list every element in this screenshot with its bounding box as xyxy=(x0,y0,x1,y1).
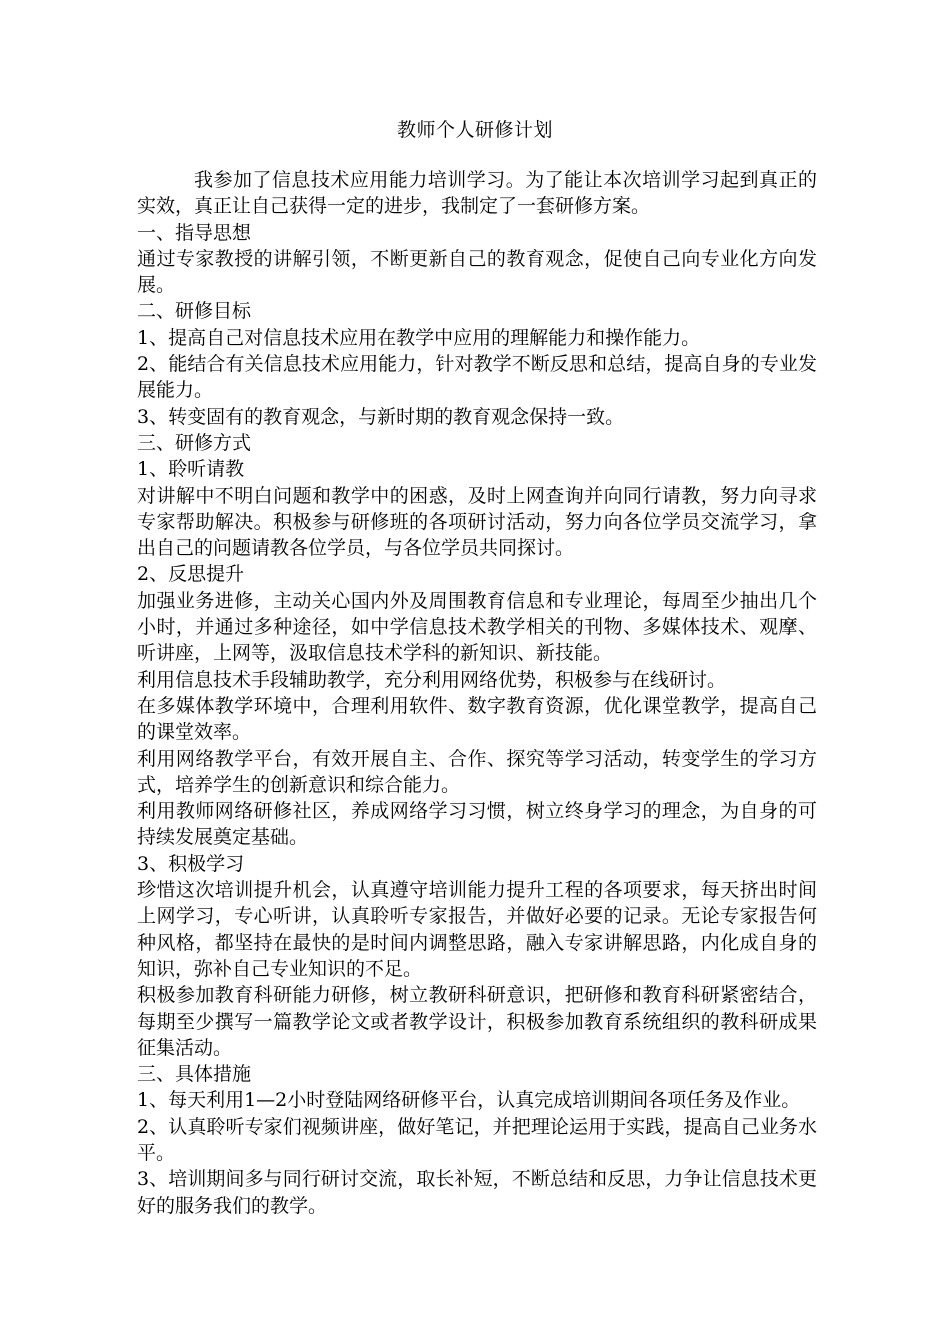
paragraph-18: 珍惜这次培训提升机会，认真遵守培训能力提升工程的各项要求，每天挤出时间上网学习，专心听讲，认真聆听专家报告，并做好必要的记录。无论专家报告何种风格，都坚持在最快的是时间内调整思路，融入专家讲解思路，内化成自身的知识，弥补自己专业知识的不足。 xyxy=(137,879,817,980)
paragraph-3: 通过专家教授的讲解引领，不断更新自己的教育观念，促使自己向专业化方向发展。 xyxy=(137,247,817,297)
paragraph-20: 三、具体措施 xyxy=(137,1063,252,1086)
paragraph-11: 2、反思提升 xyxy=(137,563,245,586)
paragraph-22: 2、认真聆听专家们视频讲座，做好笔记，并把理论运用于实践，提高自己业务水平。 xyxy=(137,1115,817,1164)
paragraph-12: 加强业务进修，主动关心国内外及周围教育信息和专业理论，每周至少抽出几个小时，并通过多种途径，如中学信息技术教学相关的刊物、多媒体技术、观摩、听讲座，上网等，汲取信息技术学科的新知识、新技能。 xyxy=(137,589,817,665)
paragraph-9: 1、聆听请教 xyxy=(137,458,245,481)
paragraph-10: 对讲解中不明白问题和教学中的困惑，及时上网查询并向同行请教，努力向寻求专家帮助解决。积极参与研修班的各项研讨活动，努力向各位学员交流学习，拿出自己的问题请教各位学员，与各位学员共同探讨。 xyxy=(137,484,817,560)
paragraph-5: 1、提高自己对信息技术应用在教学中应用的理解能力和操作能力。 xyxy=(137,326,701,349)
paragraph-21: 1、每天利用1—2小时登陆网络研修平台，认真完成培训期间各项任务及作业。 xyxy=(137,1089,801,1112)
paragraph-1: 我参加了信息技术应用能力培训学习。为了能让本次培训学习起到真正的实效，真正让自己获得一定的进步，我制定了一套研修方案。 xyxy=(137,169,817,218)
paragraph-8: 三、研修方式 xyxy=(137,431,252,454)
paragraph-15: 利用网络教学平台，有效开展自主、合作、探究等学习活动，转变学生的学习方式，培养学生的创新意识和综合能力。 xyxy=(137,747,817,796)
paragraph-4: 二、研修目标 xyxy=(137,300,252,323)
paragraph-19: 积极参加教育科研能力研修，树立教研科研意识，把研修和教育科研紧密结合，每期至少撰写一篇教学论文或者教学设计，积极参加教育系统组织的教科研成果征集活动。 xyxy=(137,984,817,1059)
paragraph-13: 利用信息技术手段辅助教学，充分利用网络优势，积极参与在线研讨。 xyxy=(137,668,727,691)
paragraph-6: 2、能结合有关信息技术应用能力，针对教学不断反思和总结，提高自身的专业发展能力。 xyxy=(137,353,817,402)
paragraph-14: 在多媒体教学环境中，合理利用软件、数字教育资源，优化课堂教学，提高自己的课堂效率。 xyxy=(137,694,817,744)
paragraph-2: 一、指导思想 xyxy=(137,221,252,244)
page-title: 教师个人研修计划 xyxy=(396,119,553,141)
paragraph-17: 3、积极学习 xyxy=(137,852,245,875)
document-body xyxy=(137,167,817,1219)
paragraph-7: 3、转变固有的教育观念，与新时期的教育观念保持一致。 xyxy=(137,405,625,428)
paragraph-16: 利用教师网络研修社区，养成网络学习习惯，树立终身学习的理念，为自身的可持续发展奠定基础。 xyxy=(137,800,817,849)
paragraph-23: 3、培训期间多与同行研讨交流，取长补短，不断总结和反思，力争让信息技术更好的服务我们的教学。 xyxy=(137,1168,817,1217)
